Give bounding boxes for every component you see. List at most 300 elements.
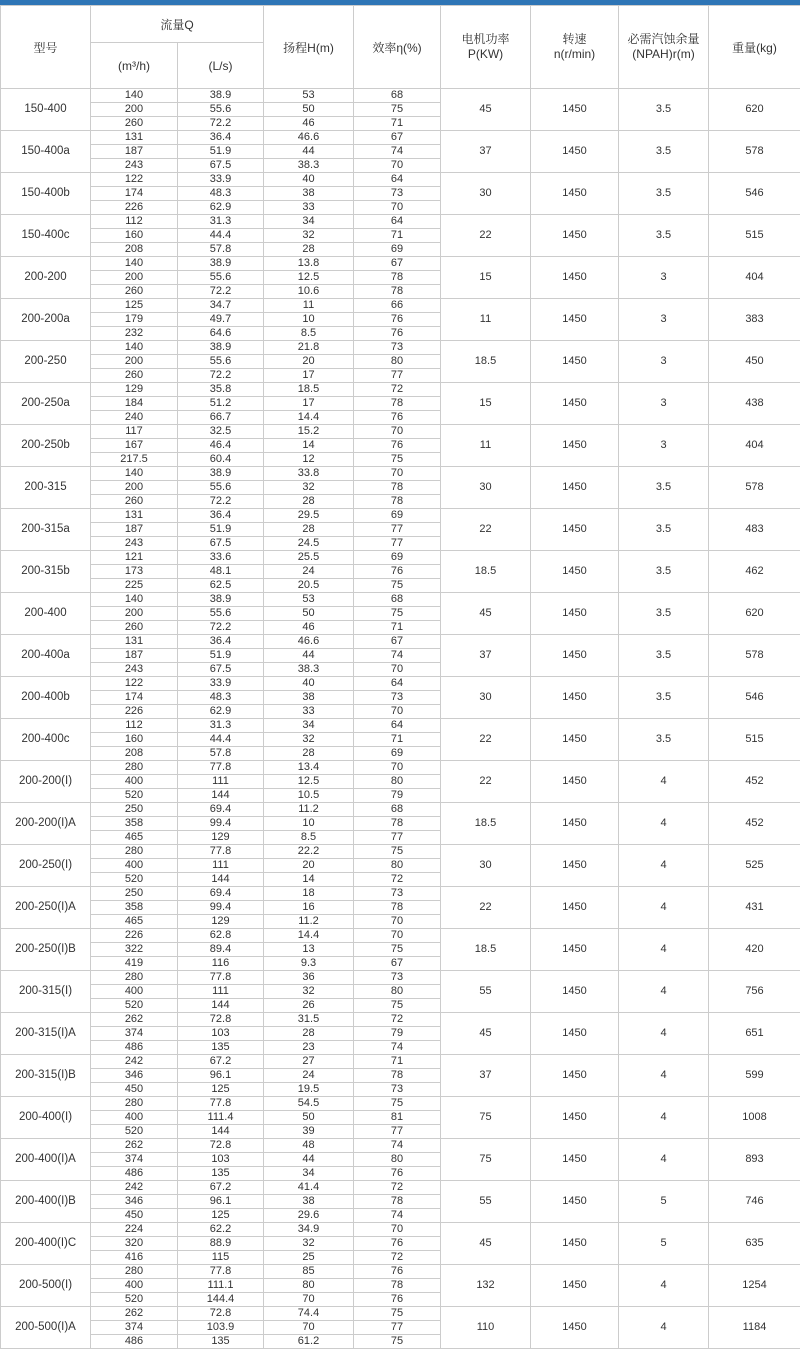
flow-m3h-cell: 250 bbox=[91, 803, 178, 817]
table-row bbox=[1, 467, 800, 481]
flow-m3h-cell: 174 bbox=[91, 187, 178, 201]
flow-ls-cell: 62.9 bbox=[178, 705, 264, 719]
head-cell: 24.5 bbox=[264, 537, 354, 551]
efficiency-cell: 74 bbox=[354, 1139, 441, 1153]
head-cell: 34 bbox=[264, 215, 354, 229]
efficiency-cell: 76 bbox=[354, 411, 441, 425]
flow-ls-cell: 67.5 bbox=[178, 537, 264, 551]
header-power-line2: P(KW) bbox=[441, 47, 530, 62]
npsh-cell: 3.5 bbox=[619, 509, 709, 551]
flow-m3h-cell: 280 bbox=[91, 761, 178, 775]
flow-ls-cell: 144 bbox=[178, 999, 264, 1013]
power-cell: 75 bbox=[441, 1139, 531, 1181]
flow-m3h-cell: 374 bbox=[91, 1321, 178, 1335]
head-cell: 36 bbox=[264, 971, 354, 985]
table-row bbox=[1, 1181, 800, 1195]
flow-ls-cell: 103.9 bbox=[178, 1321, 264, 1335]
flow-m3h-cell: 125 bbox=[91, 299, 178, 313]
speed-cell: 1450 bbox=[531, 1055, 619, 1097]
head-cell: 44 bbox=[264, 1153, 354, 1167]
npsh-cell: 4 bbox=[619, 803, 709, 845]
weight-cell: 546 bbox=[709, 173, 800, 215]
flow-ls-cell: 144.4 bbox=[178, 1293, 264, 1307]
power-cell: 30 bbox=[441, 845, 531, 887]
flow-ls-cell: 48.1 bbox=[178, 565, 264, 579]
flow-m3h-cell: 260 bbox=[91, 285, 178, 299]
head-cell: 10.5 bbox=[264, 789, 354, 803]
flow-ls-cell: 36.4 bbox=[178, 635, 264, 649]
efficiency-cell: 78 bbox=[354, 817, 441, 831]
weight-cell: 620 bbox=[709, 593, 800, 635]
efficiency-cell: 75 bbox=[354, 579, 441, 593]
flow-m3h-cell: 358 bbox=[91, 817, 178, 831]
model-cell: 200-200(I)A bbox=[1, 803, 91, 845]
flow-ls-cell: 51.2 bbox=[178, 397, 264, 411]
flow-ls-cell: 129 bbox=[178, 915, 264, 929]
weight-cell: 1254 bbox=[709, 1265, 800, 1307]
flow-m3h-cell: 262 bbox=[91, 1139, 178, 1153]
flow-m3h-cell: 486 bbox=[91, 1041, 178, 1055]
flow-m3h-cell: 187 bbox=[91, 649, 178, 663]
flow-m3h-cell: 240 bbox=[91, 411, 178, 425]
flow-ls-cell: 67.5 bbox=[178, 663, 264, 677]
weight-cell: 635 bbox=[709, 1223, 800, 1265]
table-row bbox=[1, 173, 800, 187]
header-speed-line1: 转速 bbox=[531, 32, 618, 47]
flow-m3h-cell: 260 bbox=[91, 369, 178, 383]
flow-m3h-cell: 200 bbox=[91, 355, 178, 369]
head-cell: 38.3 bbox=[264, 663, 354, 677]
head-cell: 19.5 bbox=[264, 1083, 354, 1097]
efficiency-cell: 64 bbox=[354, 215, 441, 229]
flow-ls-cell: 135 bbox=[178, 1335, 264, 1349]
flow-ls-cell: 77.8 bbox=[178, 761, 264, 775]
efficiency-cell: 76 bbox=[354, 327, 441, 341]
model-cell: 200-250(I) bbox=[1, 845, 91, 887]
efficiency-cell: 70 bbox=[354, 201, 441, 215]
power-cell: 15 bbox=[441, 383, 531, 425]
flow-m3h-cell: 112 bbox=[91, 719, 178, 733]
efficiency-cell: 78 bbox=[354, 397, 441, 411]
head-cell: 11.2 bbox=[264, 915, 354, 929]
header-speed bbox=[531, 6, 619, 89]
head-cell: 18 bbox=[264, 887, 354, 901]
flow-ls-cell: 125 bbox=[178, 1083, 264, 1097]
npsh-cell: 3.5 bbox=[619, 89, 709, 131]
flow-ls-cell: 55.6 bbox=[178, 481, 264, 495]
speed-cell: 1450 bbox=[531, 1097, 619, 1139]
npsh-cell: 3 bbox=[619, 383, 709, 425]
npsh-cell: 3 bbox=[619, 257, 709, 299]
speed-cell: 1450 bbox=[531, 341, 619, 383]
model-cell: 200-400(I) bbox=[1, 1097, 91, 1139]
efficiency-cell: 75 bbox=[354, 1307, 441, 1321]
head-cell: 17 bbox=[264, 369, 354, 383]
flow-ls-cell: 32.5 bbox=[178, 425, 264, 439]
flow-m3h-cell: 208 bbox=[91, 747, 178, 761]
flow-m3h-cell: 117 bbox=[91, 425, 178, 439]
head-cell: 10 bbox=[264, 817, 354, 831]
efficiency-cell: 70 bbox=[354, 467, 441, 481]
power-cell: 37 bbox=[441, 635, 531, 677]
npsh-cell: 3.5 bbox=[619, 215, 709, 257]
flow-m3h-cell: 260 bbox=[91, 495, 178, 509]
speed-cell: 1450 bbox=[531, 803, 619, 845]
header-power bbox=[441, 6, 531, 89]
flow-ls-cell: 57.8 bbox=[178, 747, 264, 761]
table-header bbox=[1, 6, 800, 89]
head-cell: 33 bbox=[264, 705, 354, 719]
efficiency-cell: 71 bbox=[354, 117, 441, 131]
table-row bbox=[1, 1097, 800, 1111]
head-cell: 25.5 bbox=[264, 551, 354, 565]
weight-cell: 383 bbox=[709, 299, 800, 341]
flow-ls-cell: 69.4 bbox=[178, 887, 264, 901]
flow-ls-cell: 77.8 bbox=[178, 1097, 264, 1111]
head-cell: 39 bbox=[264, 1125, 354, 1139]
efficiency-cell: 81 bbox=[354, 1111, 441, 1125]
efficiency-cell: 72 bbox=[354, 1181, 441, 1195]
flow-m3h-cell: 129 bbox=[91, 383, 178, 397]
head-cell: 46 bbox=[264, 117, 354, 131]
flow-ls-cell: 111 bbox=[178, 775, 264, 789]
efficiency-cell: 75 bbox=[354, 943, 441, 957]
power-cell: 22 bbox=[441, 887, 531, 929]
flow-ls-cell: 67.5 bbox=[178, 159, 264, 173]
flow-m3h-cell: 208 bbox=[91, 243, 178, 257]
efficiency-cell: 79 bbox=[354, 1027, 441, 1041]
model-cell: 200-250(I)A bbox=[1, 887, 91, 929]
head-cell: 50 bbox=[264, 1111, 354, 1125]
head-cell: 40 bbox=[264, 173, 354, 187]
flow-ls-cell: 44.4 bbox=[178, 733, 264, 747]
weight-cell: 431 bbox=[709, 887, 800, 929]
efficiency-cell: 80 bbox=[354, 775, 441, 789]
weight-cell: 420 bbox=[709, 929, 800, 971]
weight-cell: 404 bbox=[709, 257, 800, 299]
flow-ls-cell: 69.4 bbox=[178, 803, 264, 817]
npsh-cell: 3.5 bbox=[619, 131, 709, 173]
model-cell: 200-315(I) bbox=[1, 971, 91, 1013]
head-cell: 22.2 bbox=[264, 845, 354, 859]
speed-cell: 1450 bbox=[531, 1307, 619, 1349]
table-row bbox=[1, 929, 800, 943]
head-cell: 20.5 bbox=[264, 579, 354, 593]
head-cell: 26 bbox=[264, 999, 354, 1013]
head-cell: 28 bbox=[264, 1027, 354, 1041]
model-cell: 200-400c bbox=[1, 719, 91, 761]
head-cell: 29.5 bbox=[264, 509, 354, 523]
efficiency-cell: 77 bbox=[354, 1321, 441, 1335]
flow-ls-cell: 72.8 bbox=[178, 1307, 264, 1321]
efficiency-cell: 70 bbox=[354, 929, 441, 943]
head-cell: 12 bbox=[264, 453, 354, 467]
flow-ls-cell: 72.2 bbox=[178, 495, 264, 509]
efficiency-cell: 77 bbox=[354, 831, 441, 845]
speed-cell: 1450 bbox=[531, 761, 619, 803]
efficiency-cell: 76 bbox=[354, 1265, 441, 1279]
speed-cell: 1450 bbox=[531, 131, 619, 173]
efficiency-cell: 74 bbox=[354, 649, 441, 663]
efficiency-cell: 80 bbox=[354, 355, 441, 369]
header-weight: 重量(kg) bbox=[709, 6, 800, 89]
head-cell: 24 bbox=[264, 565, 354, 579]
flow-m3h-cell: 260 bbox=[91, 117, 178, 131]
efficiency-cell: 73 bbox=[354, 691, 441, 705]
flow-ls-cell: 51.9 bbox=[178, 649, 264, 663]
flow-ls-cell: 135 bbox=[178, 1167, 264, 1181]
efficiency-cell: 77 bbox=[354, 537, 441, 551]
head-cell: 18.5 bbox=[264, 383, 354, 397]
efficiency-cell: 78 bbox=[354, 271, 441, 285]
flow-m3h-cell: 419 bbox=[91, 957, 178, 971]
head-cell: 12.5 bbox=[264, 775, 354, 789]
model-cell: 150-400 bbox=[1, 89, 91, 131]
efficiency-cell: 69 bbox=[354, 509, 441, 523]
speed-cell: 1450 bbox=[531, 971, 619, 1013]
npsh-cell: 3 bbox=[619, 341, 709, 383]
efficiency-cell: 78 bbox=[354, 901, 441, 915]
npsh-cell: 4 bbox=[619, 887, 709, 929]
flow-ls-cell: 62.5 bbox=[178, 579, 264, 593]
npsh-cell: 3 bbox=[619, 299, 709, 341]
table-row bbox=[1, 1223, 800, 1237]
head-cell: 11.2 bbox=[264, 803, 354, 817]
speed-cell: 1450 bbox=[531, 719, 619, 761]
flow-ls-cell: 48.3 bbox=[178, 187, 264, 201]
flow-m3h-cell: 260 bbox=[91, 621, 178, 635]
flow-m3h-cell: 160 bbox=[91, 733, 178, 747]
flow-ls-cell: 38.9 bbox=[178, 341, 264, 355]
model-cell: 200-315a bbox=[1, 509, 91, 551]
npsh-cell: 3.5 bbox=[619, 635, 709, 677]
npsh-cell: 3.5 bbox=[619, 719, 709, 761]
head-cell: 70 bbox=[264, 1321, 354, 1335]
table-row bbox=[1, 1265, 800, 1279]
weight-cell: 404 bbox=[709, 425, 800, 467]
power-cell: 30 bbox=[441, 173, 531, 215]
head-cell: 70 bbox=[264, 1293, 354, 1307]
flow-ls-cell: 72.2 bbox=[178, 621, 264, 635]
speed-cell: 1450 bbox=[531, 1181, 619, 1223]
weight-cell: 515 bbox=[709, 719, 800, 761]
efficiency-cell: 70 bbox=[354, 425, 441, 439]
weight-cell: 1008 bbox=[709, 1097, 800, 1139]
flow-ls-cell: 99.4 bbox=[178, 901, 264, 915]
flow-m3h-cell: 322 bbox=[91, 943, 178, 957]
speed-cell: 1450 bbox=[531, 593, 619, 635]
table-row bbox=[1, 593, 800, 607]
efficiency-cell: 78 bbox=[354, 495, 441, 509]
speed-cell: 1450 bbox=[531, 551, 619, 593]
flow-ls-cell: 55.6 bbox=[178, 355, 264, 369]
flow-m3h-cell: 184 bbox=[91, 397, 178, 411]
power-cell: 15 bbox=[441, 257, 531, 299]
flow-ls-cell: 115 bbox=[178, 1251, 264, 1265]
flow-m3h-cell: 450 bbox=[91, 1083, 178, 1097]
flow-m3h-cell: 486 bbox=[91, 1335, 178, 1349]
npsh-cell: 4 bbox=[619, 1097, 709, 1139]
flow-ls-cell: 38.9 bbox=[178, 89, 264, 103]
npsh-cell: 3.5 bbox=[619, 467, 709, 509]
flow-m3h-cell: 280 bbox=[91, 971, 178, 985]
flow-m3h-cell: 320 bbox=[91, 1237, 178, 1251]
model-cell: 200-400 bbox=[1, 593, 91, 635]
flow-ls-cell: 38.9 bbox=[178, 467, 264, 481]
flow-m3h-cell: 140 bbox=[91, 89, 178, 103]
head-cell: 14 bbox=[264, 873, 354, 887]
efficiency-cell: 78 bbox=[354, 1195, 441, 1209]
head-cell: 11 bbox=[264, 299, 354, 313]
speed-cell: 1450 bbox=[531, 1223, 619, 1265]
header-npsh-line2: (NPAH)r(m) bbox=[619, 47, 708, 62]
weight-cell: 599 bbox=[709, 1055, 800, 1097]
flow-ls-cell: 49.7 bbox=[178, 313, 264, 327]
header-model: 型号 bbox=[1, 6, 91, 89]
speed-cell: 1450 bbox=[531, 1139, 619, 1181]
head-cell: 38 bbox=[264, 1195, 354, 1209]
npsh-cell: 4 bbox=[619, 845, 709, 887]
head-cell: 53 bbox=[264, 89, 354, 103]
head-cell: 46.6 bbox=[264, 131, 354, 145]
speed-cell: 1450 bbox=[531, 635, 619, 677]
head-cell: 20 bbox=[264, 859, 354, 873]
flow-ls-cell: 60.4 bbox=[178, 453, 264, 467]
flow-ls-cell: 46.4 bbox=[178, 439, 264, 453]
flow-ls-cell: 116 bbox=[178, 957, 264, 971]
flow-m3h-cell: 140 bbox=[91, 341, 178, 355]
flow-ls-cell: 44.4 bbox=[178, 229, 264, 243]
head-cell: 27 bbox=[264, 1055, 354, 1069]
flow-m3h-cell: 374 bbox=[91, 1027, 178, 1041]
flow-m3h-cell: 346 bbox=[91, 1195, 178, 1209]
flow-m3h-cell: 131 bbox=[91, 131, 178, 145]
header-flow-m3h: (m³/h) bbox=[91, 43, 178, 89]
efficiency-cell: 69 bbox=[354, 551, 441, 565]
head-cell: 33.8 bbox=[264, 467, 354, 481]
flow-ls-cell: 36.4 bbox=[178, 509, 264, 523]
header-power-line1: 电机功率 bbox=[441, 32, 530, 47]
table-row bbox=[1, 845, 800, 859]
flow-ls-cell: 103 bbox=[178, 1027, 264, 1041]
efficiency-cell: 79 bbox=[354, 789, 441, 803]
flow-m3h-cell: 242 bbox=[91, 1181, 178, 1195]
head-cell: 23 bbox=[264, 1041, 354, 1055]
flow-ls-cell: 111.1 bbox=[178, 1279, 264, 1293]
flow-ls-cell: 96.1 bbox=[178, 1069, 264, 1083]
efficiency-cell: 73 bbox=[354, 887, 441, 901]
efficiency-cell: 75 bbox=[354, 1335, 441, 1349]
weight-cell: 438 bbox=[709, 383, 800, 425]
table-row bbox=[1, 299, 800, 313]
head-cell: 48 bbox=[264, 1139, 354, 1153]
flow-m3h-cell: 520 bbox=[91, 999, 178, 1013]
efficiency-cell: 66 bbox=[354, 299, 441, 313]
efficiency-cell: 72 bbox=[354, 1013, 441, 1027]
efficiency-cell: 73 bbox=[354, 971, 441, 985]
table-row bbox=[1, 887, 800, 901]
flow-m3h-cell: 226 bbox=[91, 201, 178, 215]
flow-ls-cell: 111.4 bbox=[178, 1111, 264, 1125]
flow-m3h-cell: 187 bbox=[91, 523, 178, 537]
head-cell: 32 bbox=[264, 481, 354, 495]
weight-cell: 462 bbox=[709, 551, 800, 593]
flow-m3h-cell: 450 bbox=[91, 1209, 178, 1223]
efficiency-cell: 73 bbox=[354, 341, 441, 355]
flow-m3h-cell: 243 bbox=[91, 663, 178, 677]
model-cell: 200-315b bbox=[1, 551, 91, 593]
flow-ls-cell: 72.8 bbox=[178, 1139, 264, 1153]
flow-ls-cell: 67.2 bbox=[178, 1181, 264, 1195]
flow-ls-cell: 31.3 bbox=[178, 215, 264, 229]
flow-m3h-cell: 173 bbox=[91, 565, 178, 579]
power-cell: 18.5 bbox=[441, 929, 531, 971]
head-cell: 10 bbox=[264, 313, 354, 327]
efficiency-cell: 80 bbox=[354, 859, 441, 873]
model-cell: 200-400(I)C bbox=[1, 1223, 91, 1265]
flow-m3h-cell: 167 bbox=[91, 439, 178, 453]
flow-m3h-cell: 400 bbox=[91, 1111, 178, 1125]
speed-cell: 1450 bbox=[531, 215, 619, 257]
flow-ls-cell: 55.6 bbox=[178, 607, 264, 621]
model-cell: 200-315(I)A bbox=[1, 1013, 91, 1055]
flow-ls-cell: 51.9 bbox=[178, 145, 264, 159]
flow-m3h-cell: 224 bbox=[91, 1223, 178, 1237]
speed-cell: 1450 bbox=[531, 383, 619, 425]
table-row bbox=[1, 761, 800, 775]
table-row bbox=[1, 1055, 800, 1069]
head-cell: 61.2 bbox=[264, 1335, 354, 1349]
power-cell: 45 bbox=[441, 593, 531, 635]
head-cell: 32 bbox=[264, 229, 354, 243]
flow-m3h-cell: 131 bbox=[91, 635, 178, 649]
header-row-1 bbox=[1, 6, 800, 43]
npsh-cell: 4 bbox=[619, 1013, 709, 1055]
efficiency-cell: 78 bbox=[354, 1069, 441, 1083]
power-cell: 22 bbox=[441, 761, 531, 803]
flow-m3h-cell: 520 bbox=[91, 873, 178, 887]
flow-m3h-cell: 112 bbox=[91, 215, 178, 229]
speed-cell: 1450 bbox=[531, 887, 619, 929]
head-cell: 25 bbox=[264, 1251, 354, 1265]
model-cell: 200-400(I)A bbox=[1, 1139, 91, 1181]
model-cell: 200-400(I)B bbox=[1, 1181, 91, 1223]
flow-m3h-cell: 122 bbox=[91, 173, 178, 187]
flow-ls-cell: 99.4 bbox=[178, 817, 264, 831]
efficiency-cell: 68 bbox=[354, 593, 441, 607]
head-cell: 17 bbox=[264, 397, 354, 411]
model-cell: 200-500(I) bbox=[1, 1265, 91, 1307]
speed-cell: 1450 bbox=[531, 1265, 619, 1307]
efficiency-cell: 71 bbox=[354, 1055, 441, 1069]
weight-cell: 578 bbox=[709, 467, 800, 509]
power-cell: 110 bbox=[441, 1307, 531, 1349]
npsh-cell: 5 bbox=[619, 1223, 709, 1265]
npsh-cell: 4 bbox=[619, 929, 709, 971]
table-row bbox=[1, 257, 800, 271]
head-cell: 10.6 bbox=[264, 285, 354, 299]
header-flow: 流量Q bbox=[91, 6, 264, 43]
flow-m3h-cell: 465 bbox=[91, 831, 178, 845]
head-cell: 85 bbox=[264, 1265, 354, 1279]
flow-m3h-cell: 160 bbox=[91, 229, 178, 243]
flow-ls-cell: 34.7 bbox=[178, 299, 264, 313]
speed-cell: 1450 bbox=[531, 1013, 619, 1055]
efficiency-cell: 68 bbox=[354, 89, 441, 103]
head-cell: 41.4 bbox=[264, 1181, 354, 1195]
table-body bbox=[1, 89, 800, 1349]
speed-cell: 1450 bbox=[531, 173, 619, 215]
